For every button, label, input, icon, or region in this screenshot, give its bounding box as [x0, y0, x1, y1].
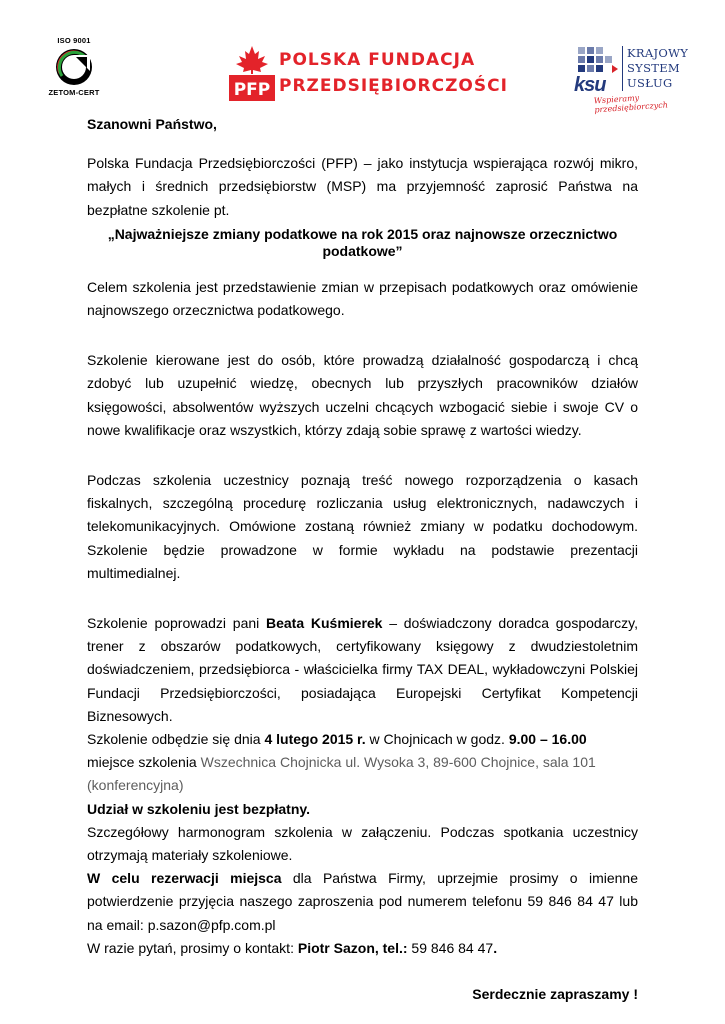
trainer-name: Beata Kuśmierek: [266, 615, 383, 632]
contact-phone: 59 846 84 47: [407, 939, 494, 956]
audience-paragraph: Szkolenie kierowane jest do osób, które prowadzą działalność gospodarczą i chcą zdobyć lub uzupełnić wiedzę, obecnych lub przyszłych pracowników działów księgowości, absolwentów wyższych uczelni chcących wzbogacić siebie i swoje CV o nowe kwalifikacje oraz wszystkich, którzy zdają sobie sprawę z wartości wiedzy.: [87, 352, 638, 438]
contact-intro: W razie pytań, prosimy o kontakt:: [87, 939, 298, 956]
training-title: „Najważniejsze zmiany podatkowe na rok 2015 oraz najnowsze orzecznictwo podatkowe”: [107, 225, 618, 259]
contact-paragraph: [87, 937, 638, 960]
date-paragraph: [87, 728, 638, 798]
goal-paragraph: Celem szkolenia jest przedstawienie zmian w przepisach podatkowych oraz omówienie najnowszego orzecznictwa podatkowego.: [87, 278, 638, 319]
reservation-paragraph: [87, 867, 638, 937]
ksu-line2: SYSTEM: [627, 61, 680, 75]
maple-leaf-icon: [229, 44, 275, 102]
letter-body: [87, 113, 638, 1006]
ksu-grid-icon: [578, 47, 618, 75]
certificate-seal-icon: [54, 47, 94, 87]
schedule-paragraph: Szczegółowy harmonogram szkolenia w załączeniu. Podczas spotkania uczestnicy otrzymają materiały szkoleniowe.: [87, 823, 638, 864]
contact-name: Piotr Sazon, tel.:: [297, 939, 408, 956]
trainer-description: – doświadczony doradca gospodarczy, trener z obszarów podatkowych, certyfikowany księgowy z dwudziestoletnim doświadczeniem, przedsiębiorca - właścicielka firmy TAX DEAL, wykładowczyni Polskiej Fundacji Przedsiębiorczości, posiadająca Europejski Certyfikat Kompetencji Biznesowych.: [87, 615, 638, 724]
iso-label: ISO 9001: [57, 36, 91, 45]
content-paragraph: Podczas szkolenia uczestnicy poznają treść nowego rozporządzenia o kasach fiskalnych, szczególną procedurę rozliczania usług elektronicznych, nadawczych i telekomunikacyjnych. Omówione zostaną również zmiany w podatku dochodowym. Szkolenie będzie prowadzone w formie wykładu na podstawie prezentacji multimedialnej.: [87, 472, 638, 581]
iso-certificate-logo: [48, 36, 100, 97]
pfp-name-line1: POLSKA FUNDACJA: [279, 50, 476, 70]
trainer-paragraph: [87, 612, 638, 728]
pfp-mark-text: PFP: [233, 80, 271, 100]
training-hours: 9.00 – 16.00: [508, 731, 587, 748]
ksu-line1: KRAJOWY: [627, 46, 689, 60]
trainer-intro: Szkolenie poprowadzi pani: [87, 615, 266, 632]
ksu-logo: [574, 44, 694, 115]
reservation-text: dla Państwa Firmy, uprzejmie prosimy o imienne potwierdzenie przyjęcia naszego zaproszenia pod numerem telefonu 59 846 84 47 lub na email: p.sazon@pfp.com.pl: [87, 870, 638, 933]
greeting: Szanowni Państwo,: [87, 116, 217, 132]
venue-intro: miejsce szkolenia: [87, 754, 201, 771]
free-notice: [87, 798, 638, 821]
closing: Serdecznie zapraszamy !: [472, 986, 638, 1003]
date-mid: w Chojnicach w godz.: [365, 731, 509, 748]
contact-end: .: [493, 939, 498, 956]
training-date: 4 lutego 2015 r.: [264, 731, 366, 748]
ksu-brand: ksu: [574, 74, 606, 96]
date-intro: Szkolenie odbędzie się dnia: [87, 731, 265, 748]
venue: Wszechnica Chojnicka ul. Wysoka 3, 89-600 Chojnice, sala 101 (konferencyjna): [87, 754, 596, 794]
ksu-line3: USŁUG: [627, 76, 673, 90]
zetom-cert-label: ZETOM-CERT: [48, 88, 100, 97]
pfp-logo: [229, 44, 508, 104]
pfp-name-line2: PRZEDSIĘBIORCZOŚCI: [279, 76, 508, 96]
ksu-tagline: Wspieramy przedsiębiorczych: [593, 93, 669, 115]
reservation-bold: W celu rezerwacji miejsca: [87, 870, 282, 887]
ksu-name: [622, 46, 688, 91]
free-notice-text: Udział w szkoleniu jest bezpłatny.: [87, 800, 311, 817]
intro-paragraph: Polska Fundacja Przedsiębiorczości (PFP) – jako instytucja wspierająca rozwój mikro, małych i średnich przedsiębiorstw (MSP) ma przyjemność zaprosić Państwa na bezpłatne szkolenie pt.: [87, 155, 638, 218]
